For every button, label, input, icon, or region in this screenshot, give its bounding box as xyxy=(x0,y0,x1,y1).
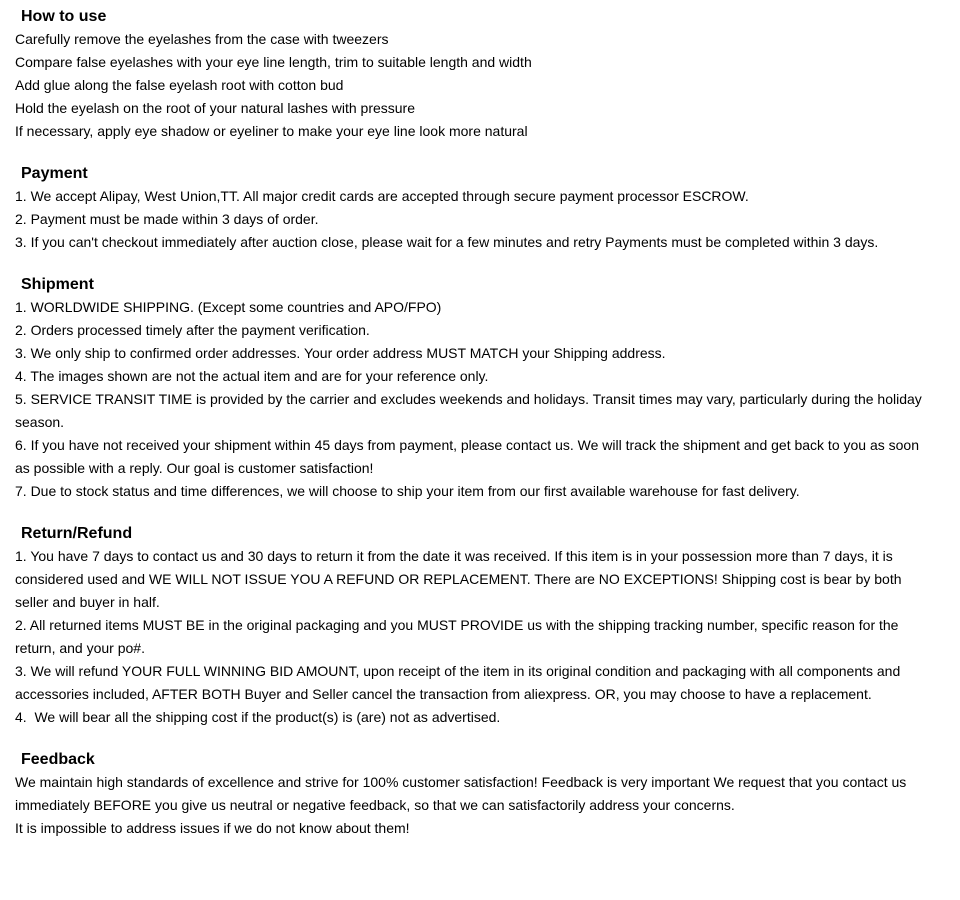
section-return-refund xyxy=(15,522,933,729)
instruction-line: Carefully remove the eyelashes from the case with tweezers xyxy=(15,31,389,47)
policy-item: 2. Payment must be made within 3 days of order. xyxy=(15,211,319,227)
section-heading: Return/Refund xyxy=(21,525,133,542)
policy-item: 3. We only ship to confirmed order addresses. Your order address MUST MATCH your Shipping address. xyxy=(15,345,666,361)
policy-item: 3. We will refund YOUR FULL WINNING BID AMOUNT, upon receipt of the item in its original condition and packaging with all components and accessories included, AFTER BOTH Buyer and Seller cancel the transaction from aliexpress. OR, you may choose to have a replacement. xyxy=(15,663,905,702)
section-heading: Shipment xyxy=(21,276,94,293)
instruction-line: Hold the eyelash on the root of your natural lashes with pressure xyxy=(15,100,416,116)
feedback-paragraph: It is impossible to address issues if we do not know about them! xyxy=(15,820,410,836)
section-heading: Feedback xyxy=(21,751,95,768)
policy-item: 1. WORLDWIDE SHIPPING. (Except some countries and APO/FPO) xyxy=(15,299,442,315)
section-feedback xyxy=(15,748,933,840)
policy-item: 1. We accept Alipay, West Union,TT. All major credit cards are accepted through secure payment processor ESCROW. xyxy=(15,188,749,204)
section-payment xyxy=(15,162,933,254)
instruction-line: Compare false eyelashes with your eye line length, trim to suitable length and width xyxy=(15,54,532,70)
feedback-paragraph: We maintain high standards of excellence and strive for 100% customer satisfaction! Feedback is very important We request that you contact us immediately BEFORE you give us neutral or negative feedback, so that we can satisfactorily address your concerns. xyxy=(15,774,911,813)
policy-item: 2. All returned items MUST BE in the original packaging and you MUST PROVIDE us with the shipping tracking number, specific reason for the return, and your po#. xyxy=(15,617,903,656)
policy-item: 6. If you have not received your shipment within 45 days from payment, please contact us. We will track the shipment and get back to you as soon as possible with a reply. Our goal is customer satisfaction! xyxy=(15,437,923,476)
policy-item: 4. The images shown are not the actual item and are for your reference only. xyxy=(15,368,489,384)
policy-item: 4. We will bear all the shipping cost if the product(s) is (are) not as advertised. xyxy=(15,709,501,725)
section-heading: Payment xyxy=(21,165,88,182)
section-shipment xyxy=(15,273,933,503)
policy-item: 3. If you can't checkout immediately after auction close, please wait for a few minutes and retry Payments must be completed within 3 days. xyxy=(15,234,879,250)
section-how-to-use xyxy=(15,5,933,143)
policy-item: 2. Orders processed timely after the payment verification. xyxy=(15,322,370,338)
section-heading: How to use xyxy=(21,8,107,25)
policy-item: 5. SERVICE TRANSIT TIME is provided by the carrier and excludes weekends and holidays. Transit times may vary, particularly during the holiday season. xyxy=(15,391,926,430)
policy-item: 1. You have 7 days to contact us and 30 days to return it from the date it was received. If this item is in your possession more than 7 days, it is considered used and WE WILL NOT ISSUE YOU A REFUND OR REPLACEMENT. There are NO EXCEPTIONS! Shipping cost is bear by both seller and buyer in half. xyxy=(15,548,906,610)
instruction-line: If necessary, apply eye shadow or eyeliner to make your eye line look more natural xyxy=(15,123,528,139)
policy-item: 7. Due to stock status and time differences, we will choose to ship your item from our first available warehouse for fast delivery. xyxy=(15,483,800,499)
instruction-line: Add glue along the false eyelash root with cotton bud xyxy=(15,77,344,93)
